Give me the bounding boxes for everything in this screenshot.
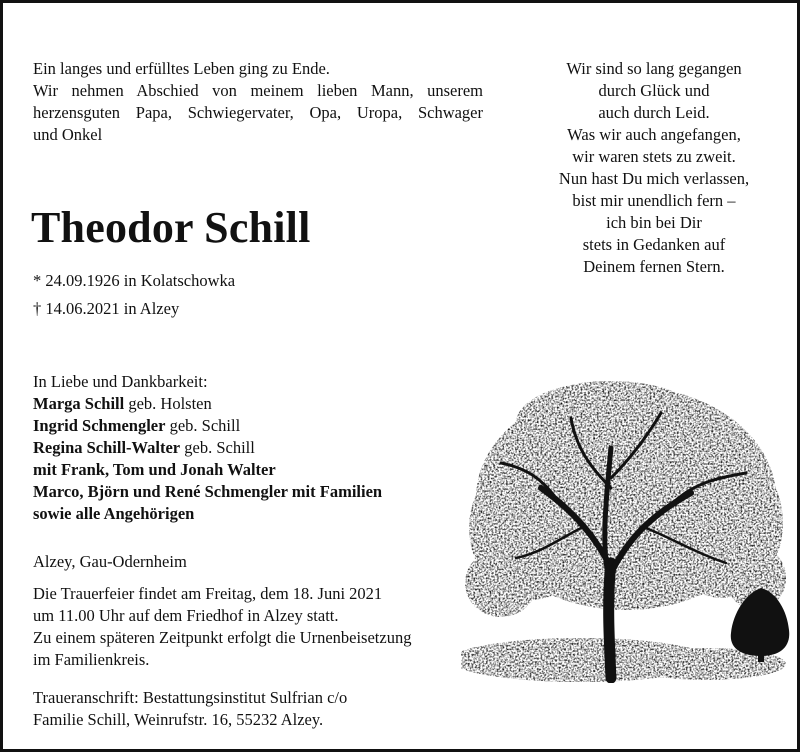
poem-line: Was wir auch angefangen, (567, 125, 741, 144)
place-line: Alzey, Gau-Odernheim (33, 552, 187, 571)
service-line: um 11.00 Uhr auf dem Friedhof in Alzey statt. (33, 606, 339, 625)
poem-line: Nun hast Du mich verlassen, (558, 169, 750, 188)
mourners-heading: In Liebe und Dankbarkeit: (33, 372, 208, 391)
mourner-line (33, 393, 382, 415)
mourner-note: geb. Holsten (124, 394, 212, 413)
address-line: Traueranschrift: Bestattungsinstitut Sulfrian c/o (33, 688, 348, 707)
life-dates (33, 267, 235, 323)
mourner-line (33, 437, 382, 459)
mourner-name: Marga Schill (33, 394, 125, 413)
intro-line: Ein langes und erfülltes Leben ging zu Ende. (33, 59, 330, 78)
funeral-service-info (33, 583, 411, 671)
poem (523, 58, 785, 278)
intro-line: Wir nehmen Abschied von meinem lieben Mann, unserem (33, 81, 483, 100)
mourner-note: geb. Schill (180, 438, 255, 457)
mourner-group: sowie alle Angehörigen (33, 504, 195, 523)
poem-line: auch durch Leid. (598, 103, 710, 122)
mourner-line (33, 415, 382, 437)
poem-line: stets in Gedanken auf (582, 235, 726, 254)
poem-line: wir waren stets zu zweit. (572, 147, 736, 166)
tree-crown (465, 381, 786, 617)
intro-line: und Onkel (33, 125, 103, 144)
mourner-note: geb. Schill (165, 416, 241, 435)
service-line: im Familienkreis. (33, 650, 150, 669)
poem-line: bist mir unendlich fern – (572, 191, 736, 210)
intro-line: herzensguten Papa, Schwiegervater, Opa, Uropa, Schwager (33, 103, 483, 122)
intro-text (33, 58, 483, 146)
tree-illustration (461, 378, 791, 683)
poem-line: Deinem fernen Stern. (583, 257, 725, 276)
mourner-name: Regina Schill-Walter (33, 438, 181, 457)
mourner-group: mit Frank, Tom und Jonah Walter (33, 460, 276, 479)
mourner-name: Ingrid Schmengler (33, 416, 166, 435)
service-line: Die Trauerfeier findet am Freitag, dem 18. Juni 2021 (33, 584, 383, 603)
poem-line: ich bin bei Dir (606, 213, 702, 232)
deceased-name: Theodor Schill (31, 203, 311, 252)
poem-line: durch Glück und (598, 81, 710, 100)
birth-date: * 24.09.1926 in Kolatschowka (33, 271, 236, 290)
mourner-group: Marco, Björn und René Schmengler mit Familien (33, 482, 383, 501)
mourners-list (33, 371, 382, 525)
poem-line: Wir sind so lang gegangen (566, 59, 742, 78)
death-date: † 14.06.2021 in Alzey (33, 299, 180, 318)
address-line: Familie Schill, Weinrufstr. 16, 55232 Alzey. (33, 710, 324, 729)
mourning-address (33, 687, 347, 731)
service-line: Zu einem späteren Zeitpunkt erfolgt die Urnenbeisetzung (33, 628, 412, 647)
